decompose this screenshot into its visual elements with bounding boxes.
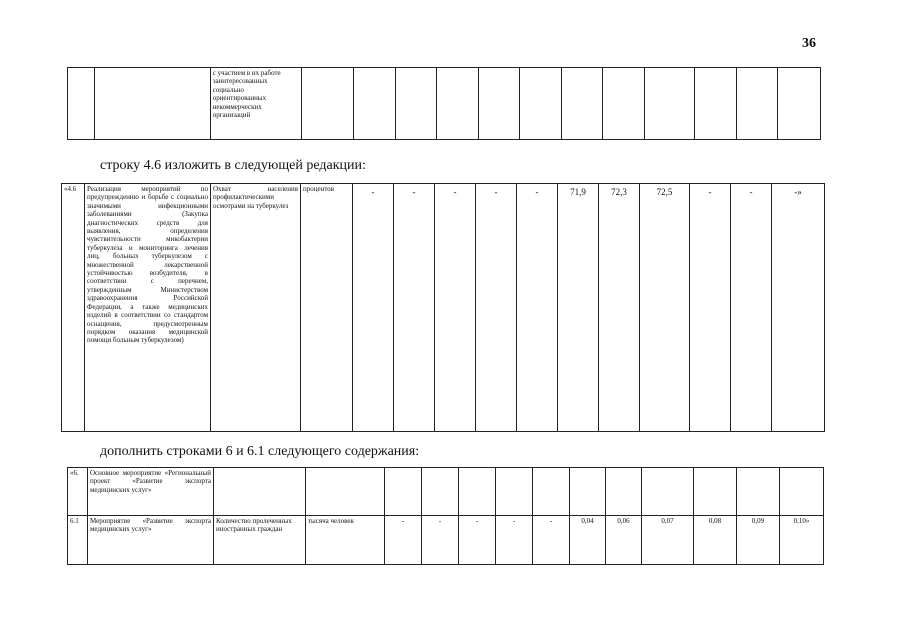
row-number-cell: 6.1 [68,516,88,565]
amendment-heading-1: строку 4.6 изложить в следующей редакции: [100,158,366,173]
indicator-cell: с участием в их работе заинтересованных социально ориентированных некоммерческих организаций [210,68,301,140]
value-cell [422,468,459,516]
value-cell: 72,5 [640,184,690,432]
table-cell [603,68,644,140]
indicator-cell [214,468,306,516]
table-cell [95,68,210,140]
value-cell [570,468,606,516]
value-cell: - [517,184,558,432]
table-row [68,68,821,140]
value-cell: - [394,184,435,432]
value-cell [737,468,780,516]
activity-name-cell: Основное мероприятие «Региональный проект «Развитие экспорта медицинских услуг» [88,468,214,516]
activity-name-cell: Реализация мероприятий по предупреждению и борьбе с социально значимыми инфекционными заболеваниями (Закупка диагностических средств для выявления, определения чувствительности микобактерии туберкулеза и мониторинга лечения лиц, больных туберкулезом с множественной лекарственной устойчивостью возбудителя, в соответствии с перечнем, утвержденным Министерством здравоохранения Российской Федерации, а также медицинских изделий в соответствии со стандартом оснащения, предусмотренным порядком оказания медицинской помощи больным туберкулезом) [85,184,211,432]
value-cell: 0,10» [780,516,824,565]
amendment-heading-2: дополнить строками 6 и 6.1 следующего содержания: [100,444,420,459]
value-cell: - [459,516,496,565]
table-cell [695,68,736,140]
row-number-cell: «6. [68,468,88,516]
page-number: 36 [802,36,816,51]
value-cell [642,468,694,516]
table-row [68,468,824,516]
value-cell: 0,08 [694,516,737,565]
value-cell: - [496,516,533,565]
value-cell: -» [772,184,825,432]
indicator-cell: Количество пролеченных иностранных граждан [214,516,306,565]
value-cell: - [353,184,394,432]
unit-cell [306,468,385,516]
table-top-fragment [67,67,821,140]
value-cell [606,468,642,516]
table-cell [478,68,519,140]
value-cell: - [385,516,422,565]
table-rows-6 [67,467,824,565]
table-cell [778,68,821,140]
table-cell [437,68,478,140]
value-cell [385,468,422,516]
row-number-cell: «4.6 [62,184,85,432]
table-cell [395,68,436,140]
table-row-4-6 [61,183,825,432]
table-cell [68,68,95,140]
value-cell [496,468,533,516]
value-cell: - [422,516,459,565]
value-cell: 0,07 [642,516,694,565]
value-cell: 72,3 [599,184,640,432]
value-cell [459,468,496,516]
table-cell [520,68,561,140]
table-row [68,516,824,565]
table-row [62,184,825,432]
table-cell [301,68,354,140]
value-cell [694,468,737,516]
value-cell: - [476,184,517,432]
value-cell: - [435,184,476,432]
value-cell [780,468,824,516]
value-cell: - [731,184,772,432]
table-cell [736,68,777,140]
value-cell [533,468,570,516]
value-cell: - [690,184,731,432]
value-cell: 0,09 [737,516,780,565]
unit-cell: тысяча человек [306,516,385,565]
table-cell [354,68,395,140]
value-cell: 0,04 [570,516,606,565]
indicator-cell: Охват населения профилактическими осмотрами на туберкулез [211,184,301,432]
table-cell [644,68,695,140]
value-cell: 71,9 [558,184,599,432]
value-cell: - [533,516,570,565]
table-cell [561,68,602,140]
value-cell: 0,06 [606,516,642,565]
unit-cell: процентов [301,184,353,432]
activity-name-cell: Мероприятие «Развитие экспорта медицинских услуг» [88,516,214,565]
